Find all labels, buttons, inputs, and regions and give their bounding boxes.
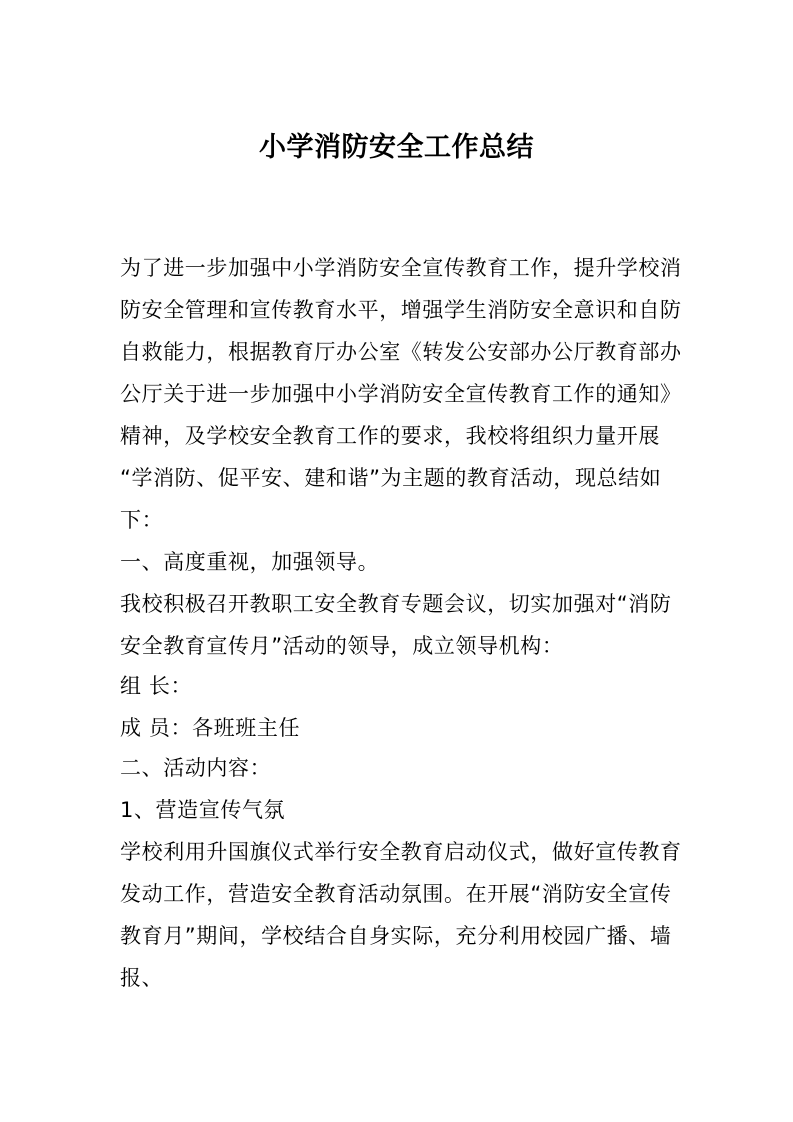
paragraph-line: 安全教育宣传月”活动的领导，成立领导机构： — [120, 634, 564, 658]
group-leader-line: 组 长： — [120, 674, 193, 698]
section-heading-2: 二、活动内容： — [120, 756, 272, 780]
section-heading-1: 一、高度重视，加强领导。 — [120, 550, 380, 574]
paragraph-line: 下： — [120, 508, 164, 532]
paragraph-line: 公厅关于进一步加强中小学消防安全宣传教育工作的通知》 — [120, 382, 682, 406]
paragraph-line: 我校积极召开教职工安全教育专题会议，切实加强对“消防 — [120, 592, 672, 616]
paragraph-line: 自救能力，根据教育厅办公室《转发公安部办公厅教育部办 — [120, 340, 682, 364]
paragraph-line: “学消防、促平安、建和谐”为主题的教育活动，现总结如 — [120, 466, 662, 490]
paragraph-line: 发动工作，营造安全教育活动氛围。在开展“消防安全宣传 — [120, 882, 672, 906]
paragraph-line: 精神，及学校安全教育工作的要求，我校将组织力量开展 — [120, 424, 660, 448]
group-members-line: 成 员：各班班主任 — [120, 716, 301, 740]
document-title: 小学消防安全工作总结 — [259, 132, 534, 163]
paragraph-line: 防安全管理和宣传教育水平，增强学生消防安全意识和自防 — [120, 298, 682, 322]
paragraph-line: 教育月”期间，学校结合自身实际，充分利用校园广播、墙 — [120, 924, 672, 948]
paragraph-line: 学校利用升国旗仪式举行安全教育启动仪式，做好宣传教育 — [120, 840, 682, 864]
paragraph-line: 为了进一步加强中小学消防安全宣传教育工作，提升学校消 — [120, 256, 682, 280]
paragraph-line: 报、 — [120, 966, 164, 990]
subsection-heading-1: 1、营造宣传气氛 — [120, 798, 286, 822]
